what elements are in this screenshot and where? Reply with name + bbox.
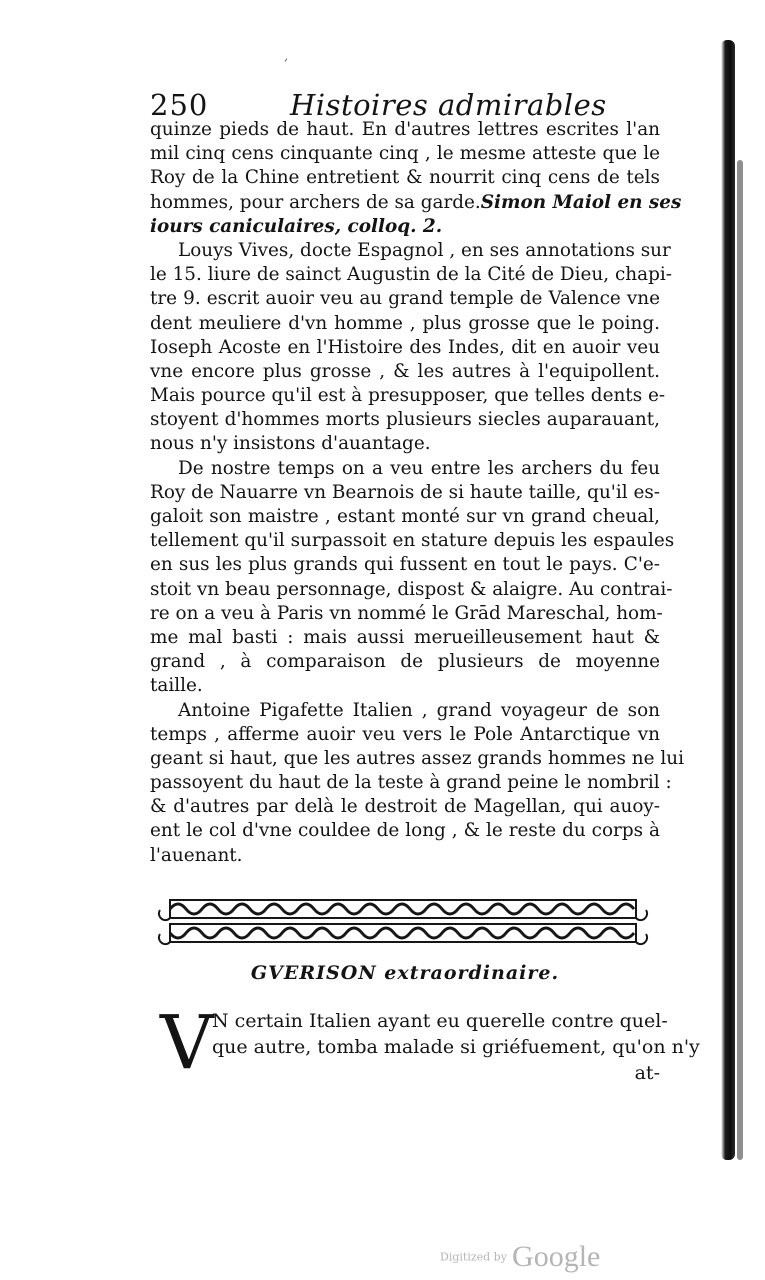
- text-line: nous n'y insistons d'auantage.: [150, 433, 431, 455]
- marginal-reference: Simon Maiol en ses: [480, 191, 682, 213]
- text-line: geant si haut, que les autres assez grands hommes ne lui: [150, 747, 684, 769]
- text-line: temps , afferme auoir veu vers le Pole Antarctique vn: [150, 723, 660, 745]
- digitized-watermark: [440, 1240, 600, 1274]
- paragraph-start: Antoine Pigafette Italien , grand voyageur de son: [178, 699, 660, 721]
- page-edge-outer: [737, 160, 743, 1160]
- section-body: [212, 1008, 700, 1060]
- text-line: passoyent du haut de la teste à grand peine le nombril :: [150, 772, 672, 794]
- text-line: hommes, pour archers de sa garde.: [150, 191, 481, 213]
- text-line: taille.: [150, 675, 203, 697]
- text-line: N certain Italien ayant eu querelle contre quel-: [212, 1010, 668, 1032]
- section-title: GVERISON extraordinaire.: [250, 962, 560, 984]
- text-line-with-ref: [150, 191, 682, 215]
- margin-mark: ,: [284, 48, 289, 64]
- drop-capital: V: [160, 1000, 214, 1086]
- text-line: mil cinq cens cinquante cinq , le mesme atteste que le: [150, 143, 660, 165]
- body-text: [150, 118, 684, 868]
- text-line: re on a veu à Paris vn nommé le Grād Mareschal, hom-: [150, 602, 663, 624]
- text-line: grand , à comparaison de plusieurs de moyenne: [150, 651, 660, 673]
- text-line: ent le col d'vne couldee de long , & le reste du corps à: [150, 820, 660, 842]
- text-line: & d'autres par delà le destroit de Magellan, qui auoy-: [150, 796, 660, 818]
- text-line: dent meuliere d'vn homme , plus grosse que le poing.: [150, 312, 660, 334]
- reference-line: iours caniculaires, colloq. 2.: [150, 215, 443, 237]
- text-line: galoit son maistre , estant monté sur vn grand cheual,: [150, 506, 660, 527]
- text-line: Ioseph Acoste en l'Histoire des Indes, dit en auoir veu: [150, 336, 660, 358]
- text-line: le 15. liure de sainct Augustin de la Cité de Dieu, chapi-: [150, 264, 672, 286]
- paragraph-start: Louys Vives, docte Espagnol , en ses annotations sur: [178, 239, 671, 261]
- text-line: Roy de la Chine entretient & nourrit cinq cens de tels: [150, 167, 660, 189]
- text-line: tellement qu'il surpassoit en stature depuis les espaules: [150, 530, 675, 552]
- watermark-small-text: Digitized by: [440, 1250, 507, 1264]
- text-line: Mais pource qu'il est à presupposer, que telles dents e-: [150, 385, 666, 407]
- text-line: vne encore plus grosse , & les autres à l'equipollent.: [150, 360, 660, 382]
- text-line: tre 9. escrit auoir veu au grand temple de Valence vne: [150, 288, 660, 310]
- google-logo: Google: [512, 1240, 601, 1273]
- ornamental-band: [158, 892, 648, 952]
- text-line: l'auenant.: [150, 844, 243, 866]
- text-line: me mal basti : mais aussi merueilleusement haut &: [150, 626, 660, 648]
- text-line: que autre, tomba malade si griéfuement, qu'on n'y: [212, 1036, 700, 1058]
- text-line: en sus les plus grands qui fussent en tout le pays. C'e-: [150, 554, 660, 576]
- text-line: quinze pieds de haut. En d'autres lettres escrites l'an: [150, 119, 660, 140]
- text-line: Roy de Nauarre vn Bearnois de si haute taille, qu'il es-: [150, 481, 660, 503]
- page-edge-shadow: [721, 40, 735, 1160]
- text-line: stoit vn beau personnage, dispost & alaigre. Au contrai-: [150, 578, 673, 600]
- page-number: 250: [150, 88, 209, 122]
- catchword: at-: [634, 1062, 660, 1084]
- paragraph-start: De nostre temps on a veu entre les archers du feu: [178, 457, 660, 479]
- text-line: stoyent d'hommes morts plusieurs siecles auparauant,: [150, 409, 660, 431]
- running-title: Histoires admirables: [290, 88, 607, 122]
